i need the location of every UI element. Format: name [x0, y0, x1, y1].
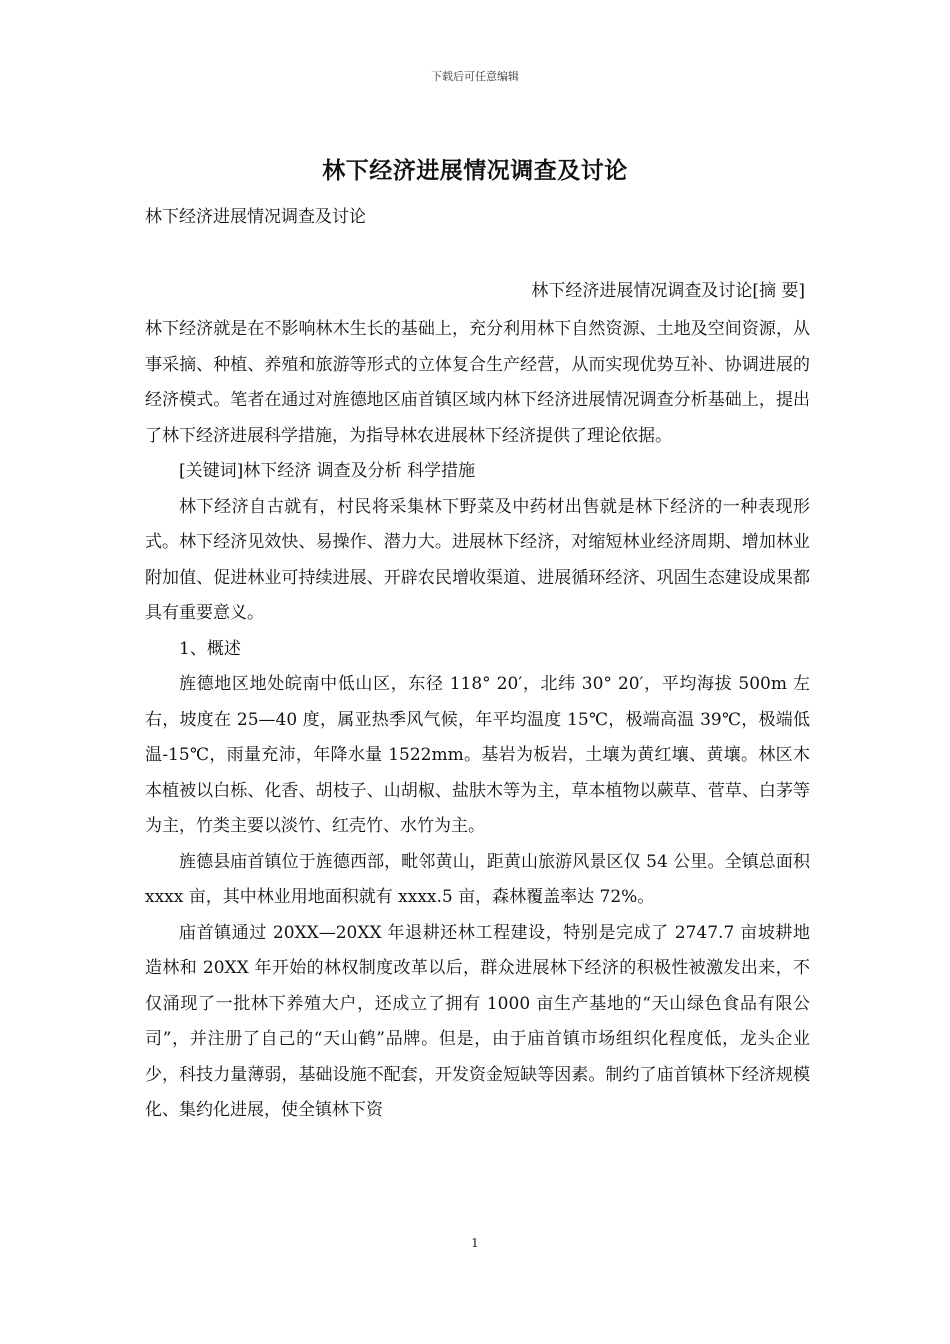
- document-subtitle: 林下经济进展情况调查及讨论: [145, 207, 366, 227]
- intro-paragraph: 林下经济自古就有，村民将采集林下野菜及中药材出售就是林下经济的一种表现形式。林下经济见效快、易操作、潜力大。进展林下经济，对缩短林业经济周期、增加林业附加值、促进林业可持续进展、开辟农民增收渠道、进展循环经济、巩固生态建设成果都具有重要意义。: [145, 496, 810, 623]
- abstract-heading: 林下经济进展情况调查及讨论[摘 要]: [531, 281, 805, 301]
- development-paragraph: 庙首镇通过 20XX—20XX 年退耕还林工程建设，特别是完成了 2747.7 亩坡耕地造林和 20XX 年开始的林权制度改革以后，群众进展林下经济的积极性被激发出来，不仅涌现了一批林下养殖大户，还成立了拥有 1000 亩生产基地的“天山绿色食品有限公司”，并注册了自己的“天山鹤”品牌。但是，由于庙首镇市场组织化程度低，龙头企业少，科技力量薄弱，基础设施不配套，开发资金短缺等因素。制约了庙首镇林下经济规模化、集约化进展，使全镇林下资: [145, 922, 810, 1120]
- section-heading-overview: 1、概述: [179, 638, 241, 659]
- town-paragraph: 旌德县庙首镇位于旌德西部，毗邻黄山，距黄山旅游风景区仅 54 公里。全镇总面积 xxxx 亩，其中林业用地面积就有 xxxx.5 亩，森林覆盖率达 72%。: [145, 851, 810, 907]
- header-note: 下载后可任意编辑: [431, 70, 519, 83]
- document-title: 林下经济进展情况调查及讨论: [322, 158, 628, 184]
- keywords-paragraph: [关键词]林下经济 调查及分析 科学措施: [179, 461, 476, 481]
- abstract-paragraph: 林下经济就是在不影响林木生长的基础上，充分利用林下自然资源、土地及空间资源，从事采摘、种植、养殖和旅游等形式的立体复合生产经营，从而实现优势互补、协调进展的经济模式。笔者在通过对旌德地区庙首镇区域内林下经济进展情况调查分析基础上，提出了林下经济进展科学措施，为指导林农进展林下经济提供了理论依据。: [145, 319, 810, 446]
- geography-paragraph: 旌德地区地处皖南中低山区，东径 118° 20′，北纬 30° 20′，平均海拔 500m 左右，坡度在 25—40 度，属亚热季风气候，年平均温度 15℃，极端高温 39℃，极端低温-15℃，雨量充沛，年降水量 1522mm。基岩为板岩，土壤为黄红壤、黄壤。林区木本植被以白栎、化香、胡枝子、山胡椒、盐肤木等为主，草本植物以蕨草、菅草、白茅等为主，竹类主要以淡竹、红壳竹、水竹为主。: [145, 674, 810, 836]
- document-body: [145, 312, 810, 1129]
- page-number: 1: [471, 1236, 479, 1250]
